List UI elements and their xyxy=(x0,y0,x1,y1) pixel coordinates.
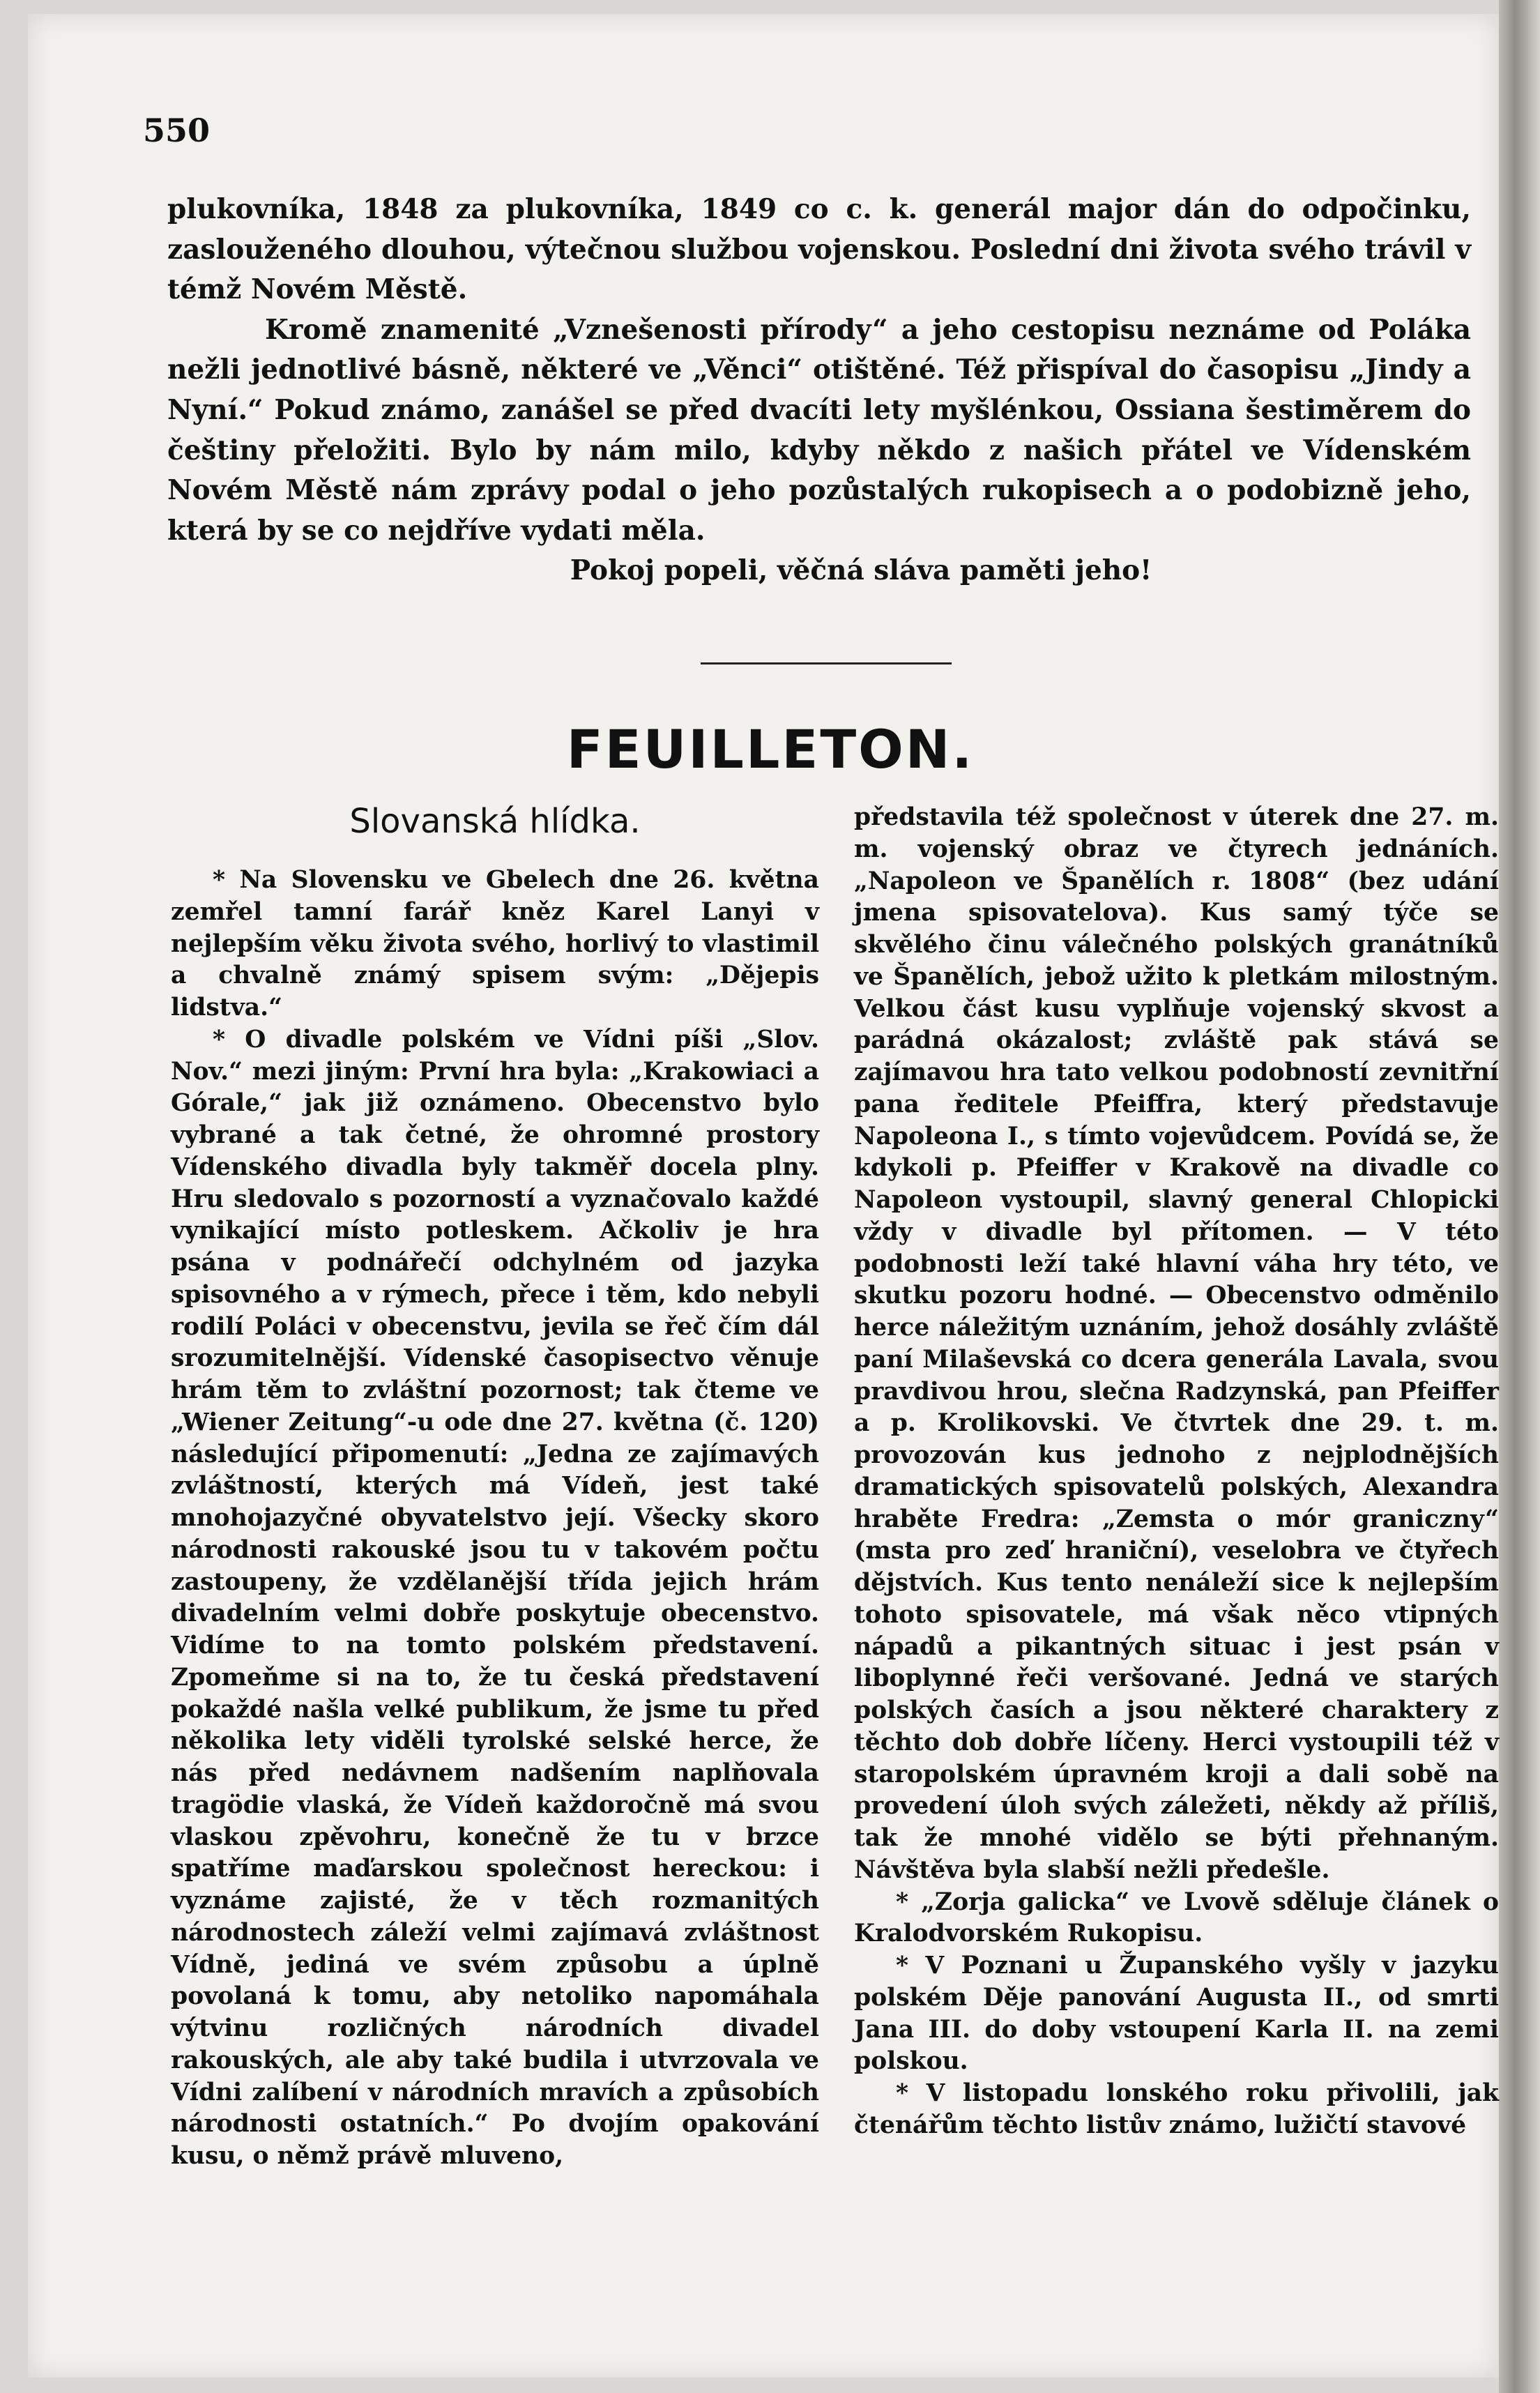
right-paragraph-1: představila též společnost v úterek dne 27. m. m. vojenský obraz ve čtyrech jednáních. „Napoleon ve Španělích r. 1808“ (bez udání jmena spisovatelova). Kus samý týče se skvělého činu válečného polských granátníků ve Španělích, jebož užito k pletkám milostným. Velkou část kusu vyplňuje vojenský skvost a parádná okázalost; zvláště pak stává se zajímavou hra tato velkou podobností zevnitřní pana ředitele Pfeiffra, který představuje Napoleona I., s tímto vojevůdcem. Povídá se, že kdykoli p. Pfeiffer v Krakově na divadle co Napoleon vystoupil, slavný general Chlopicki vždy v divadle byl přítomen. — V této podobnosti leží také hlavní váha hry této, ve skutku pozoru hodné. — Obecenstvo odměnilo herce náležitým uznáním, jehož dosáhly zvláště paní Milaševská co dcera generála Lavala, svou pravdivou hrou, slečna Radzynská, pan Pfeiffer a p. Krolikovski. Ve čtvrtek dne 29. t. m. provozován kus jednoho z nejplodnějších dramatických spisovatelů polských, Alexandra hraběte Fredra: „Zemsta o mór graniczny“ (msta pro zeď hraniční), veselobra ve čtyřech dějstvích. Kus tento nenáleží sice k nejlepším tohoto spisovatele, má však něco vtipných nápadů a pikantných situac i jest psán v liboplynné řeči veršované. Jedná ve starých polských časích a jsou některé charaktery z těchto dob dobře líčeny. Herci vystoupili též v staropolském úpravném kroji a dali sobě na provedení úloh svých záležeti, někdy až příliš, tak že mnohé vidělo se býti přehnaným. Návštěva byla slabší nežli předešle. xyxy=(854,803,1499,1884)
page-edge-shadow xyxy=(1499,0,1540,2393)
left-paragraph-1: * Na Slovensku ve Gbelech dne 26. května zemřel tamní farář kněz Karel Lanyi v nejlepším věku života svého, horlivý to vlastimil a chvalně známý spisem svým: „Dějepis lidstva.“ xyxy=(171,866,819,1021)
right-paragraph-4: * V listopadu lonského roku přivolili, jak čtenářům těchto listův známo, lužičtí stavové xyxy=(854,2079,1499,2139)
section-title: FEUILLETON. xyxy=(566,718,975,780)
intro-closing-line: Pokoj popeli, věčná sláva paměti jeho! xyxy=(570,554,1152,587)
intro-paragraph-2: Kromě znamenité „Vznešenosti přírody“ a jeho cestopisu neznáme od Poláka nežli jednotlivé básně, některé ve „Věnci“ otištěné. Též přispíval do časopisu „Jindy a Nyní.“ Pokud známo, zanášel se před dvacíti lety myšlénkou, Ossiana šestiměrem do češtiny přeložiti. Bylo by nám milo, kdyby někdo z našich přátel ve Vídenském Novém Městě nám zprávy podal o jeho pozůstalých rukopisech a o podobizně jeho, která by se co nejdříve vydati měla. xyxy=(167,313,1471,547)
right-paragraph-3: * V Poznani u Županského vyšly v jazyku polském Děje panování Augusta II., od smrti Jana III. do doby vstoupení Karla II. na zemi polskou. xyxy=(854,1952,1499,2076)
left-column xyxy=(171,865,819,2173)
page-number: 550 xyxy=(143,112,211,149)
left-paragraph-2: * O divadle polském ve Vídni píši „Slov. Nov.“ mezi jiným: První hra byla: „Krakowiaci a Górale,“ jak již oznámeno. Obecenstvo bylo vybrané a tak četné, že ohromné prostory Vídenského divadla byly takměř docela plny. Hru sledovalo s pozorností a vyznačovalo každé vynikající místo potleskem. Ačkoliv je hra psána v podnářečí odchylném od jazyka spisovného a v rýmech, přece i těm, kdo nebyli rodilí Poláci v obecenstvu, jevila se řeč čím dál srozumitelnější. Vídenské časopisectvo věnuje hrám těm to zvláštní pozornost; tak čteme ve „Wiener Zeitung“-u ode dne 27. května (č. 120) následující připomenutí: „Jedna ze zajímavých zvláštností, kterých má Vídeň, jest také mnohojazyčné obyvatelstvo její. Všecky skoro národnosti rakouské jsou tu v takovém počtu zastoupeny, že vzdělanější třída jejich hrám divadelním velmi dobře poskytuje obecenstvo. Vidíme to na tomto polském představení. Zpomeňme si na to, že tu česká představení pokaždé našla velké publikum, že jsme tu před několika lety viděli tyrolské selské herce, že nás před nedávnem nadšením naplňovala tragödie vlaská, že Vídeň každoročně má svou vlaskou zpěvohru, konečně že tu v brzce spatříme maďarskou společnost hereckou: i vyznáme zajisté, že v těch rozmanitých národnostech záleží velmi zajímavá zvláštnost Vídně, jediná ve svém způsobu a úplně povolaná k tomu, aby netoliko napomáhala výtvinu rozličných národních divadel rakouských, ale aby také budila i utvrzovala ve Vídni zalíbení v národních mravích a způsobích národnosti ostatních.“ Po dvojím opakování kusu, o němž právě mluveno, xyxy=(171,1025,819,2170)
intro-paragraph-1: plukovníka, 1848 za plukovníka, 1849 co c. k. generál major dán do odpočinku, zaslouženého dlouhou, výtečnou službou vojenskou. Poslední dni života svého trávil v témž Novém Městě. xyxy=(167,193,1471,306)
obituary-continuation xyxy=(167,190,1471,591)
left-column-heading: Slovanská hlídka. xyxy=(349,802,641,841)
section-divider xyxy=(701,662,952,664)
right-column xyxy=(854,802,1499,2142)
right-paragraph-2: * „Zorja galicka“ ve Lvově sděluje článek o Kralodvorském Rukopisu. xyxy=(854,1887,1499,1948)
